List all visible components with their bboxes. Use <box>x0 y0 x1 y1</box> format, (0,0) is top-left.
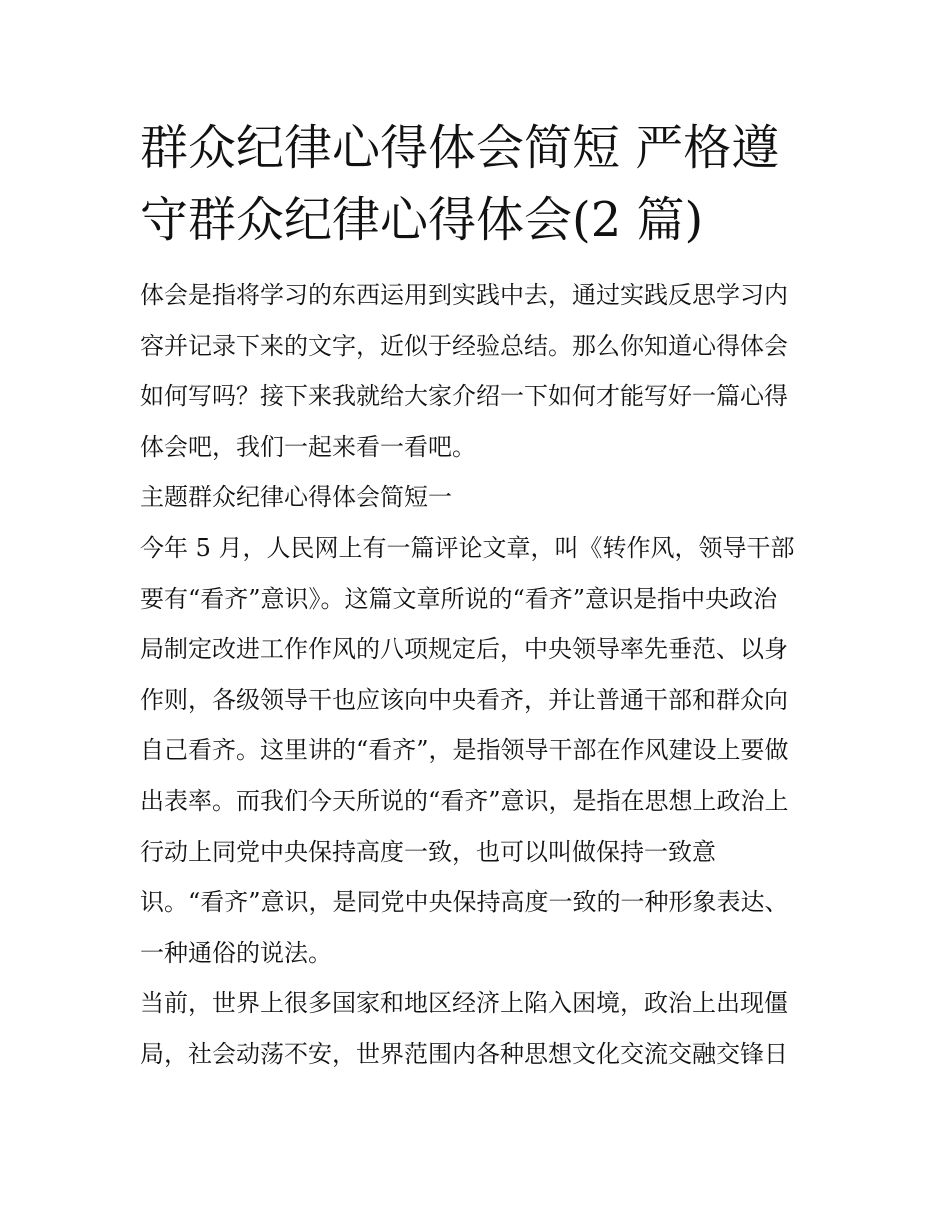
text-line: 要有“看齐”意识》。这篇文章所说的“看齐”意识是指中央政治 <box>140 584 778 613</box>
title-line: 群众纪律心得体会简短 严格遵 <box>140 120 780 176</box>
text-line: 行动上同党中央保持高度一致，也可以叫做保持一致意 <box>140 837 716 866</box>
text-line: 体会吧，我们一起来看一看吧。 <box>140 432 476 461</box>
document-title <box>140 112 812 256</box>
document-page <box>140 112 812 1080</box>
title-line: 守群众纪律心得体会(2 篇) <box>140 192 704 248</box>
text-line: 当前，世界上很多国家和地区经济上陷入困境，政治上出现僵 <box>140 989 788 1018</box>
paragraph-2 <box>140 978 812 1079</box>
text-line: 今年 5 月，人民网上有一篇评论文章，叫《转作风，领导干部 <box>140 533 795 562</box>
text-line: 一种通俗的说法。 <box>140 938 332 967</box>
section-heading <box>140 472 812 523</box>
intro-paragraph <box>140 270 812 472</box>
text-line: 局制定改进工作作风的八项规定后，中央领导率先垂范、以身 <box>140 635 788 664</box>
text-line: 如何写吗？接下来我就给大家介绍一下如何才能写好一篇心得 <box>140 382 788 411</box>
text-line: 识。“看齐”意识，是同党中央保持高度一致的一种形象表达、 <box>140 888 789 917</box>
document-body <box>140 270 812 1080</box>
section-heading-text: 主题群众纪律心得体会简短一 <box>140 483 452 512</box>
text-line: 出表率。而我们今天所说的“看齐”意识，是指在思想上政治上 <box>140 786 789 815</box>
text-line: 自己看齐。这里讲的“看齐”，是指领导干部在作风建设上要做 <box>140 736 789 765</box>
text-line: 容并记录下来的文字，近似于经验总结。那么你知道心得体会 <box>140 331 788 360</box>
paragraph-1 <box>140 523 812 978</box>
text-line: 体会是指将学习的东西运用到实践中去，通过实践反思学习内 <box>140 281 788 309</box>
text-line: 局，社会动荡不安，世界范围内各种思想文化交流交融交锋日 <box>140 1039 788 1068</box>
text-line: 作则，各级领导干也应该向中央看齐，并让普通干部和群众向 <box>140 685 788 714</box>
